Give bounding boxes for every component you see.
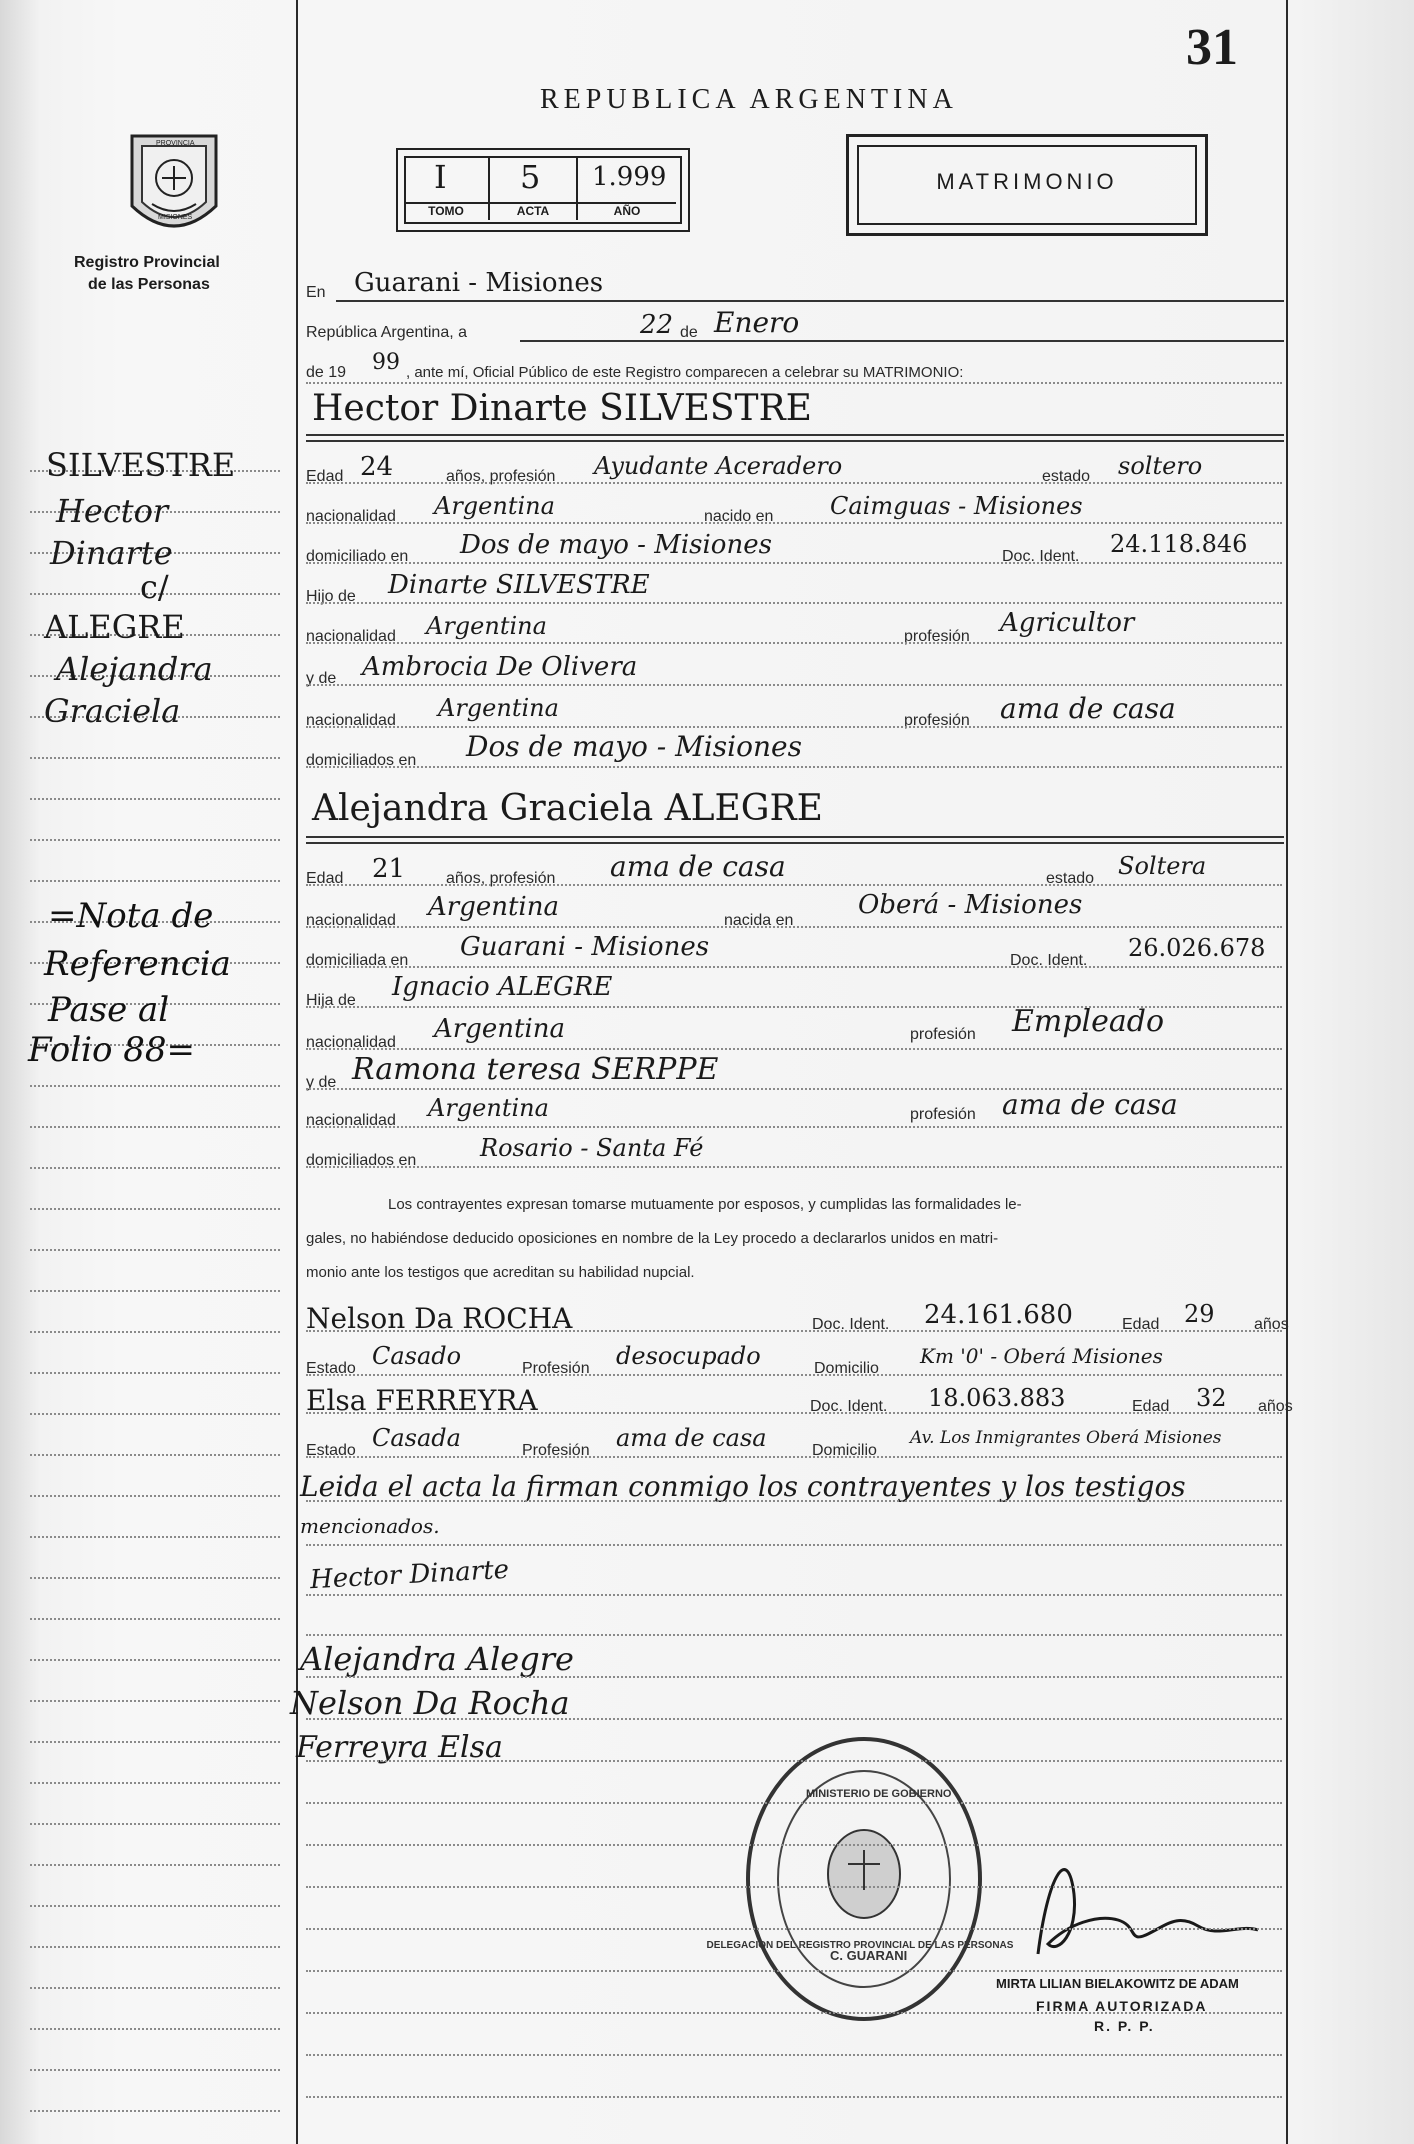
ruled-line [306,1088,1282,1090]
bride-estado-label: estado [1046,870,1095,887]
witness2-edad-label: Edad [1132,1398,1170,1415]
page-number: 31 [1186,19,1238,76]
groom-nationality: Argentina [434,492,555,520]
margin-ruled-line [30,1864,280,1866]
bride-mother-nat: Argentina [428,1094,549,1122]
witness2-name: Elsa FERREYRA [306,1384,538,1417]
margin-ruled-line [30,1618,280,1620]
ruled-line [306,1970,1282,1972]
marriage-day: 22 [640,310,674,340]
agency-name-line2: de las Personas [88,276,210,293]
record-box [396,148,690,232]
margin-ruled-line [30,1331,280,1333]
year-prefix: de 19 [306,364,347,381]
agency-name-line1: Registro Provincial [74,254,220,271]
ruled-line [306,2096,1282,2098]
witness1-age: 29 [1184,1300,1215,1328]
margin-note-1: =Nota de [48,896,214,936]
margin-ruled-line [30,839,280,841]
bride-name-rule [306,836,1284,838]
margin-name-6: Alejandra [56,650,213,688]
groom-estado-label: estado [1042,468,1091,485]
ruled-line [306,482,1282,484]
groom-parents-dom-label: domiciliados en [306,752,417,769]
bride-nacida-label: nacida en [724,912,794,929]
ruled-line [306,1500,1282,1502]
ruled-line [306,1048,1282,1050]
groom-address: Dos de mayo - Misiones [460,530,772,560]
ruled-line [306,1126,1282,1128]
ruled-line [306,1544,1282,1546]
stamp-inner-text: MINISTERIO DE GOBIERNO [806,1788,952,1800]
stamp-ring-text: DELEGACION DEL REGISTRO PROVINCIAL DE LAS PERSONAS [706,1940,1014,1951]
witness2-address: Av. Los Inmigrantes Oberá Misiones [910,1428,1222,1448]
bride-father-prof-label: profesión [910,1026,976,1043]
margin-ruled-line [30,1085,280,1087]
witness2-estado-label: Estado [306,1442,356,1459]
de-label: de [680,324,698,341]
witness2-dom-label: Domicilio [812,1442,877,1459]
ruled-line [306,766,1282,768]
ruled-line [306,926,1282,928]
ruled-line [306,562,1282,564]
tomo-cell [404,156,490,220]
declaration-line-3: monio ante los testigos que acreditan su habilidad nupcial. [306,1264,695,1281]
witness1-prof-label: Profesión [522,1360,590,1377]
official-stamp [744,1734,984,2024]
margin-ruled-line [30,880,280,882]
ruled-line [306,1634,1282,1636]
groom-anos-prof-label: años, profesión [446,468,556,485]
groom-parents-address: Dos de mayo - Misiones [466,730,802,763]
groom-edad-label: Edad [306,468,344,485]
groom-doc-label: Doc. Ident. [1002,548,1080,565]
margin-ruled-line [30,1536,280,1538]
ruled-line [306,884,1282,886]
republica-label: República Argentina, a [306,324,467,341]
bride-name: Alejandra Graciela ALEGRE [312,788,823,829]
ruled-line [306,1676,1282,1678]
bride-doc: 26.026.678 [1128,934,1266,962]
witness1-address: Km '0' - Oberá Misiones [920,1344,1163,1368]
groom-father-prof: Agricultor [1000,608,1135,638]
groom-birthplace: Caimguas - Misiones [830,492,1083,520]
marriage-month: Enero [714,306,800,339]
groom-name: Hector Dinarte SILVESTRE [312,388,812,429]
groom-dom-label: domiciliado en [306,548,409,565]
doc-type-box [846,134,1208,236]
ruled-line [306,1166,1282,1168]
witness1-anos-label: años [1254,1316,1289,1333]
bride-profession: ama de casa [610,850,786,883]
closing-line-2: mencionados. [300,1514,440,1538]
ruled-line [306,1330,1282,1332]
groom-father-nat: Argentina [426,612,547,640]
margin-ruled-line [30,1946,280,1948]
margin-ruled-line [30,2110,280,2112]
margin-ruled-line [30,1987,280,1989]
acta-value: 5 [520,158,541,196]
bride-mother-nat-label: nacionalidad [306,1112,396,1129]
groom-mother: Ambrocia De Olivera [362,652,638,682]
signature-groom: Hector Dinarte [309,1554,510,1596]
closing-line-1: Leida el acta la firman conmigo los contrayentes y los testigos [300,1470,1186,1503]
margin-ruled-line [30,1495,280,1497]
ruled-line [306,382,1282,384]
signature-witness2: Ferreyra Elsa [296,1730,503,1765]
margin-ruled-line [30,1741,280,1743]
margin-ruled-line [30,1208,280,1210]
left-column-rule [296,0,298,2144]
bride-age: 21 [372,854,406,884]
margin-ruled-line [30,1290,280,1292]
margin-name-2: Hector [56,492,169,530]
bride-nationality: Argentina [428,892,559,922]
witness2-doc-label: Doc. Ident. [810,1398,888,1415]
signature-witness1: Nelson Da Rocha [290,1684,570,1722]
margin-ruled-line [30,1823,280,1825]
signature-scribble-icon [1008,1834,1278,1974]
groom-nacido-label: nacido en [704,508,774,525]
ruled-line [306,684,1282,686]
witness1-name: Nelson Da ROCHA [306,1302,573,1335]
bride-mother: Ramona teresa SERPPE [352,1052,719,1087]
ruled-line [306,1594,1282,1596]
ruled-line [306,1412,1282,1414]
groom-mother-prof: ama de casa [1000,692,1176,725]
groom-nac-label: nacionalidad [306,508,396,525]
witness1-estado-label: Estado [306,1360,356,1377]
margin-ruled-line [30,2028,280,2030]
margin-ruled-line [30,1700,280,1702]
stamp-bottom-text: C. GUARANI [830,1948,908,1963]
marriage-place: Guarani - Misiones [354,268,604,298]
ano-label: AÑO [578,202,676,218]
year-suffix: 99 [372,350,400,375]
margin-name-7: Graciela [44,692,181,730]
groom-doc: 24.118.846 [1110,530,1248,558]
ruled-line [306,1844,1282,1846]
emblem-top-text: PROVINCIA [156,140,195,147]
ruled-line [306,2054,1282,2056]
declaration-line-2: gales, no habiéndose deducido oposiciones en nombre de la Ley procedo a declararlos unidos en matri- [306,1230,999,1247]
groom-father: Dinarte SILVESTRE [388,570,650,600]
groom-hijo-label: Hijo de [306,588,356,605]
bride-yde-label: y de [306,1074,337,1091]
margin-ruled-line [30,757,280,759]
bride-doc-label: Doc. Ident. [1010,952,1088,969]
margin-note-4: Folio 88= [28,1030,195,1070]
official-title: FIRMA AUTORIZADA [1036,1998,1208,2014]
intro-text: , ante mí, Oficial Público de este Registro comparecen a celebrar su MATRIMONIO: [406,364,964,381]
ruled-line [306,1802,1282,1804]
groom-yde-label: y de [306,670,337,687]
groom-mother-nat-label: nacionalidad [306,712,396,729]
bride-anos-prof-label: años, profesión [446,870,556,887]
acta-cell [490,156,578,220]
margin-note-2: Referencia [44,944,231,984]
witness1-doc-label: Doc. Ident. [812,1316,890,1333]
margin-ruled-line [30,1782,280,1784]
bride-dom-label: domiciliada en [306,952,409,969]
margin-name-3: Dinarte [50,534,173,572]
en-label: En [306,284,326,301]
witness2-age: 32 [1196,1384,1227,1412]
official-signature [1008,1834,1278,1974]
bride-name-rule-2 [306,842,1284,844]
ano-value: 1.999 [592,162,667,192]
ruled-line [306,1374,1282,1376]
margin-name-5: ALEGRE [44,608,185,646]
bride-address: Guarani - Misiones [460,932,710,962]
tomo-label: TOMO [404,202,488,218]
margin-ruled-line [30,1905,280,1907]
ruled-line [306,602,1282,604]
bride-father: Ignacio ALEGRE [392,972,613,1002]
country-title: REPUBLICA ARGENTINA [540,84,958,115]
bride-parents-dom-label: domiciliados en [306,1152,417,1169]
bride-father-prof: Empleado [1012,1004,1165,1039]
ruled-line [306,726,1282,728]
margin-ruled-line [30,1249,280,1251]
place-rule [336,300,1284,302]
groom-father-prof-label: profesión [904,628,970,645]
official-org: R. P. P. [1094,2018,1155,2034]
official-name: MIRTA LILIAN BIELAKOWITZ DE ADAM [996,1976,1239,1991]
bride-status: Soltera [1118,852,1207,880]
witness2-status: Casada [372,1424,461,1452]
ruled-line [306,522,1282,524]
margin-ruled-line [30,1372,280,1374]
bride-hija-label: Hija de [306,992,356,1009]
bride-nac-label: nacionalidad [306,912,396,929]
margin-ruled-line [30,798,280,800]
witness2-profession: ama de casa [616,1424,767,1452]
bride-parents-address: Rosario - Santa Fé [480,1134,704,1162]
witness1-doc: 24.161.680 [924,1300,1073,1330]
ruled-line [306,966,1282,968]
bride-mother-prof: ama de casa [1002,1088,1178,1121]
ruled-line [306,642,1282,644]
ruled-line [306,1718,1282,1720]
tomo-value: I [434,158,447,196]
bride-father-nat-label: nacionalidad [306,1034,396,1051]
margin-note-3: Pase al [48,990,170,1030]
doc-type-title: MATRIMONIO [936,169,1118,194]
bride-mother-prof-label: profesión [910,1106,976,1123]
declaration-line-1: Los contrayentes expresan tomarse mutuamente por esposos, y cumplidas las formalidades le- [388,1196,1022,1213]
groom-profession: Ayudante Aceradero [594,452,843,480]
ruled-line [306,2012,1282,2014]
bride-edad-label: Edad [306,870,344,887]
margin-ruled-line [30,1167,280,1169]
margin-ruled-line [30,1659,280,1661]
ruled-line [306,1456,1282,1458]
groom-father-nat-label: nacionalidad [306,628,396,645]
acta-label: ACTA [490,202,576,218]
signature-bride: Alejandra Alegre [300,1640,574,1678]
witness2-doc: 18.063.883 [928,1384,1066,1412]
groom-name-rule [306,434,1284,436]
date-rule [520,340,1284,342]
groom-mother-prof-label: profesión [904,712,970,729]
witness2-anos-label: años [1258,1398,1293,1415]
ruled-line [306,1928,1282,1930]
margin-name-1: SILVESTRE [46,446,236,484]
ano-cell [578,156,676,220]
right-edge-rule [1286,0,1288,2144]
ruled-line [306,1006,1282,1008]
bride-birthplace: Oberá - Misiones [858,890,1083,920]
witness1-dom-label: Domicilio [814,1360,879,1377]
groom-mother-nat: Argentina [438,694,559,722]
witness1-edad-label: Edad [1122,1316,1160,1333]
witness1-status: Casado [372,1342,462,1370]
groom-age: 24 [360,452,394,482]
stamp-icon [744,1734,984,2024]
bride-father-nat: Argentina [434,1014,565,1044]
witness2-prof-label: Profesión [522,1442,590,1459]
margin-ruled-line [30,1126,280,1128]
groom-status: soltero [1118,452,1203,480]
emblem-bottom-text: MISIONES [158,214,193,221]
margin-ruled-line [30,1413,280,1415]
ruled-line [306,1760,1282,1762]
margin-ruled-line [30,1454,280,1456]
margin-name-4: c/ [140,568,169,606]
groom-name-rule-2 [306,440,1284,442]
ruled-line [306,1886,1282,1888]
agency-emblem [112,126,236,250]
witness1-profession: desocupado [616,1342,761,1370]
margin-ruled-line [30,2069,280,2071]
margin-ruled-line [30,1577,280,1579]
